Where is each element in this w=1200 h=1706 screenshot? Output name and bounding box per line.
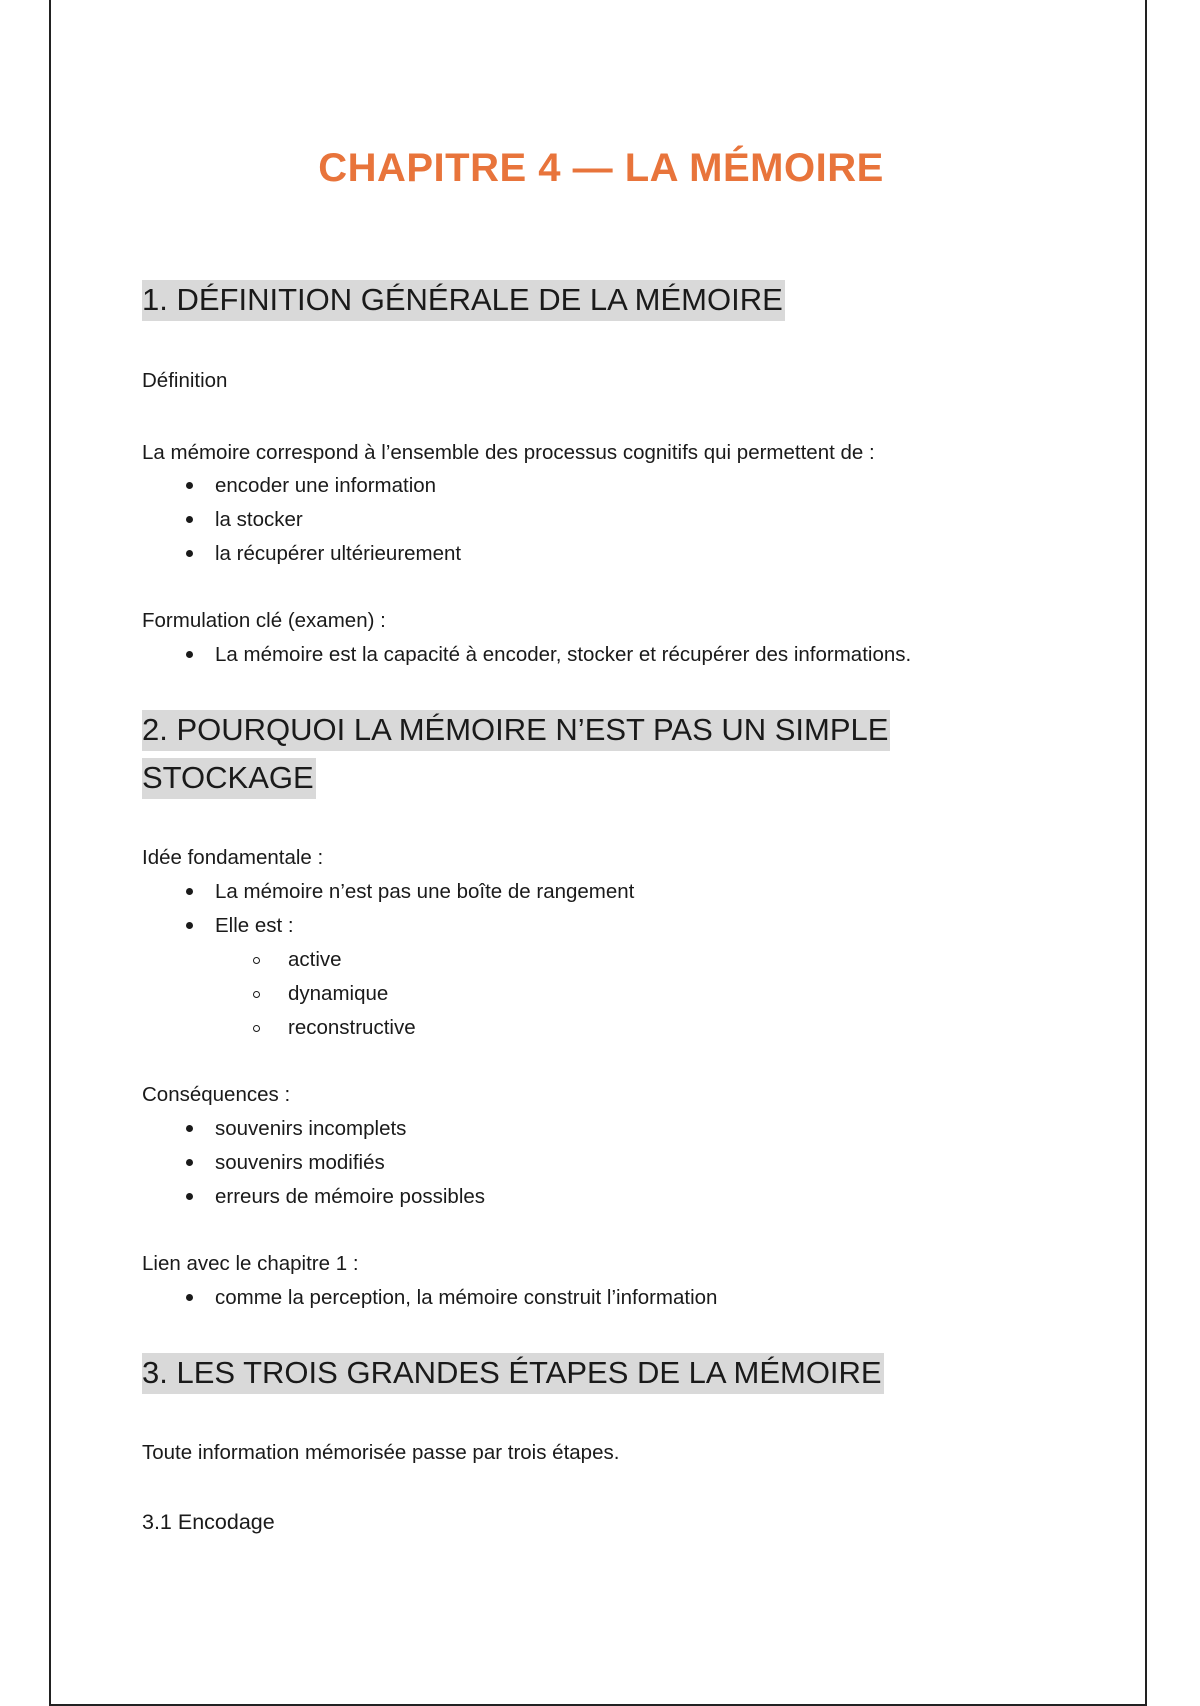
bullet-circle [253,991,260,998]
bullet-dot [186,482,193,489]
bullet-dot [186,922,193,929]
bullet-dot [186,550,193,557]
bullet-dot [186,1193,193,1200]
definition-intro: La mémoire correspond à l’ensemble des processus cognitifs qui permettent de : [142,441,875,464]
bullet-dot [186,651,193,658]
section-1-heading [142,276,785,324]
bullet-dot [186,1294,193,1301]
bullet-circle [253,957,260,964]
definition-label: Définition [142,369,228,392]
section-2-heading-line-2: STOCKAGE [142,758,316,799]
bullet-dot [186,516,193,523]
bullet-dot [186,1125,193,1132]
section-2-heading-line-1: 2. POURQUOI LA MÉMOIRE N’EST PAS UN SIMPLE [142,710,890,751]
bullet-dot [186,888,193,895]
chapter-title: CHAPITRE 4 — LA MÉMOIRE [318,146,884,190]
section-3-heading [142,1349,884,1397]
idea-label: Idée fondamentale : [142,846,324,869]
consequences-label: Conséquences : [142,1083,291,1106]
section-2-heading [142,706,890,802]
key-formulation-label: Formulation clé (examen) : [142,609,386,632]
section-3-intro: Toute information mémorisée passe par trois étapes. [142,1441,620,1464]
bullet-dot [186,1159,193,1166]
subsection-3-1-heading: 3.1 Encodage [142,1510,275,1534]
bullet-circle [253,1025,260,1032]
section-3-heading-text: 3. LES TROIS GRANDES ÉTAPES DE LA MÉMOIRE [142,1353,884,1394]
section-1-heading-text: 1. DÉFINITION GÉNÉRALE DE LA MÉMOIRE [142,280,785,321]
link-label: Lien avec le chapitre 1 : [142,1252,359,1275]
